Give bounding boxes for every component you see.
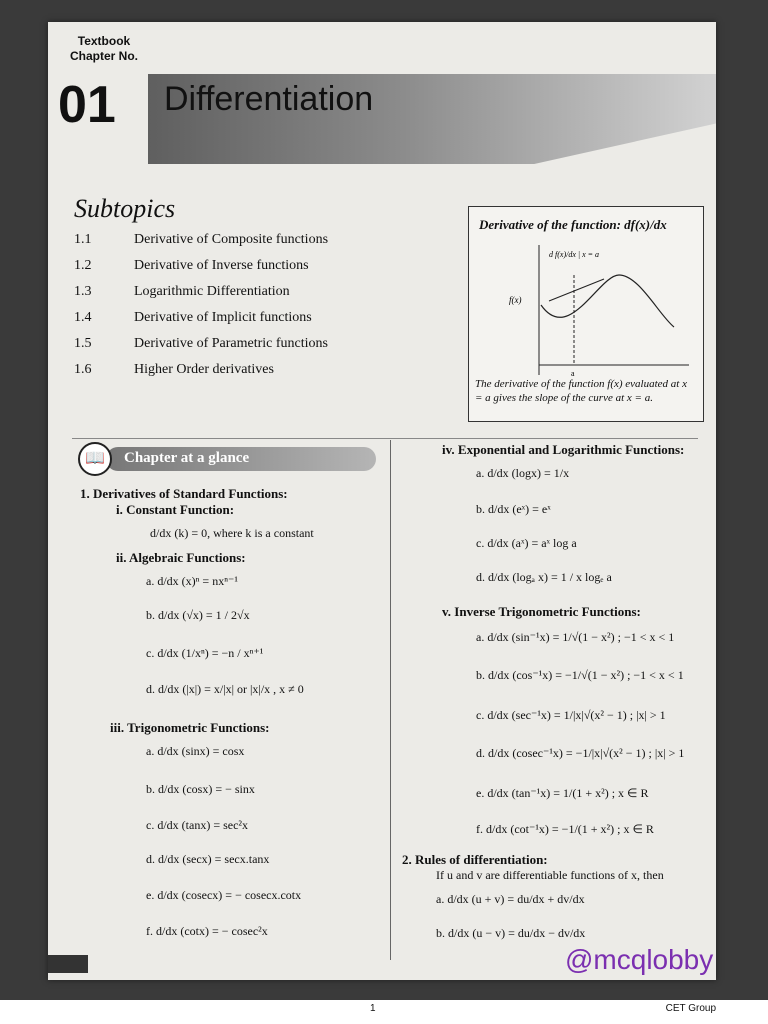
subtopics-heading: Subtopics <box>74 194 176 223</box>
formula-sqrt: b. d/dx (√x) = 1 / 2√x <box>146 608 250 622</box>
formula-acot: f. d/dx (cot⁻¹x) = −1/(1 + x²) ; x ∈ R <box>476 822 654 836</box>
formula-cos: b. d/dx (cosx) = − sinx <box>146 782 255 796</box>
textbook-label: Textbook <box>77 34 131 48</box>
subtopics-list <box>74 232 374 388</box>
chapter-number: 01 <box>58 76 116 134</box>
formula-ax: c. d/dx (aˣ) = aˣ log a <box>476 536 577 550</box>
fx-label: f(x) <box>509 295 522 305</box>
page-footer <box>0 1000 768 1024</box>
graph-title: Derivative of the function: df(x)/dx <box>479 217 667 232</box>
formula-tan: c. d/dx (tanx) = sec²x <box>146 818 248 832</box>
subtopic-item: 1.2 Derivative of Inverse functions <box>74 258 309 273</box>
formula-asec: c. d/dx (sec⁻¹x) = 1/|x|√(x² − 1) ; |x| > 1 <box>476 708 666 722</box>
formula-log: a. d/dx (logx) = 1/x <box>476 466 570 480</box>
formula-loga: d. d/dx (logₐ x) = 1 / x logₑ a <box>476 570 612 584</box>
formula-asin: a. d/dx (sin⁻¹x) = 1/√(1 − x²) ; −1 < x < 1 <box>476 630 675 644</box>
graph-caption: The derivative of the function f(x) evaluated at x = a gives the slope of the curve at x = a. <box>475 378 687 404</box>
column-divider <box>390 440 391 960</box>
algebraic-functions-heading: ii. Algebraic Functions: <box>116 550 246 565</box>
dfdx-label: d f(x)/dx | x = a <box>549 250 600 259</box>
textbook-page <box>48 22 716 980</box>
derivative-graph <box>469 235 703 385</box>
function-curve <box>541 275 674 327</box>
footer-group-label: CET Group <box>665 1003 716 1014</box>
exp-log-heading: iv. Exponential and Logarithmic Functions: <box>442 442 685 457</box>
subtopic-item: 1.6 Higher Order derivatives <box>74 362 274 377</box>
a-label: a <box>571 369 575 378</box>
formula-power: a. d/dx (x)ⁿ = nxⁿ⁻¹ <box>146 574 238 588</box>
subtopic-item: 1.1 Derivative of Composite functions <box>74 232 329 247</box>
formula-exp: b. d/dx (eˣ) = eˣ <box>476 502 551 516</box>
constant-function-heading: i. Constant Function: <box>116 502 235 517</box>
rules-heading: 2. Rules of differentiation: <box>402 852 548 867</box>
subtopic-item: 1.4 Derivative of Implicit functions <box>74 310 312 325</box>
formula-constant: d/dx (k) = 0, where k is a constant <box>150 526 314 540</box>
rules-intro: If u and v are differentiable functions of x, then <box>436 868 664 882</box>
formula-cosec: e. d/dx (cosecx) = − cosecx.cotx <box>146 888 302 902</box>
inverse-trig-heading: v. Inverse Trigonometric Functions: <box>442 604 641 619</box>
tangent-line <box>549 279 604 301</box>
formula-sec: d. d/dx (secx) = secx.tanx <box>146 852 270 866</box>
page-number-tab <box>48 955 88 973</box>
section-1-heading: 1. Derivatives of Standard Functions: <box>80 486 288 501</box>
subtopic-item: 1.5 Derivative of Parametric functions <box>74 336 328 351</box>
formula-difference-rule: b. d/dx (u − v) = du/dx − dv/dx <box>436 926 586 940</box>
chapter-at-a-glance-heading: Chapter at a glance <box>124 450 250 466</box>
formula-acos: b. d/dx (cos⁻¹x) = −1/√(1 − x²) ; −1 < x < 1 <box>476 668 684 682</box>
formula-cot: f. d/dx (cotx) = − cosec²x <box>146 924 268 938</box>
chapter-title: Differentiation <box>164 80 374 118</box>
textbook-chapter-label <box>68 34 140 64</box>
formula-sin: a. d/dx (sinx) = cosx <box>146 744 245 758</box>
formula-acosec: d. d/dx (cosec⁻¹x) = −1/|x|√(x² − 1) ; |x| > 1 <box>476 746 685 760</box>
page-number: 1 <box>370 1003 376 1014</box>
subtopic-item: 1.3 Logarithmic Differentiation <box>74 284 290 299</box>
section-rule <box>72 438 698 439</box>
trig-functions-heading: iii. Trigonometric Functions: <box>110 720 270 735</box>
chapter-label: Chapter No. <box>69 49 138 63</box>
watermark-handle: @mcqlobby <box>565 944 714 975</box>
formula-sum-rule: a. d/dx (u + v) = du/dx + dv/dx <box>436 892 585 906</box>
derivative-graph-box <box>468 206 704 422</box>
formula-abs: d. d/dx (|x|) = x/|x| or |x|/x , x ≠ 0 <box>146 682 304 696</box>
formula-atan: e. d/dx (tan⁻¹x) = 1/(1 + x²) ; x ∈ R <box>476 786 649 800</box>
chapter-at-a-glance-banner <box>76 442 376 476</box>
book-icon: 📖 <box>78 442 112 476</box>
formula-reciprocal: c. d/dx (1/xⁿ) = −n / xⁿ⁺¹ <box>146 646 264 660</box>
